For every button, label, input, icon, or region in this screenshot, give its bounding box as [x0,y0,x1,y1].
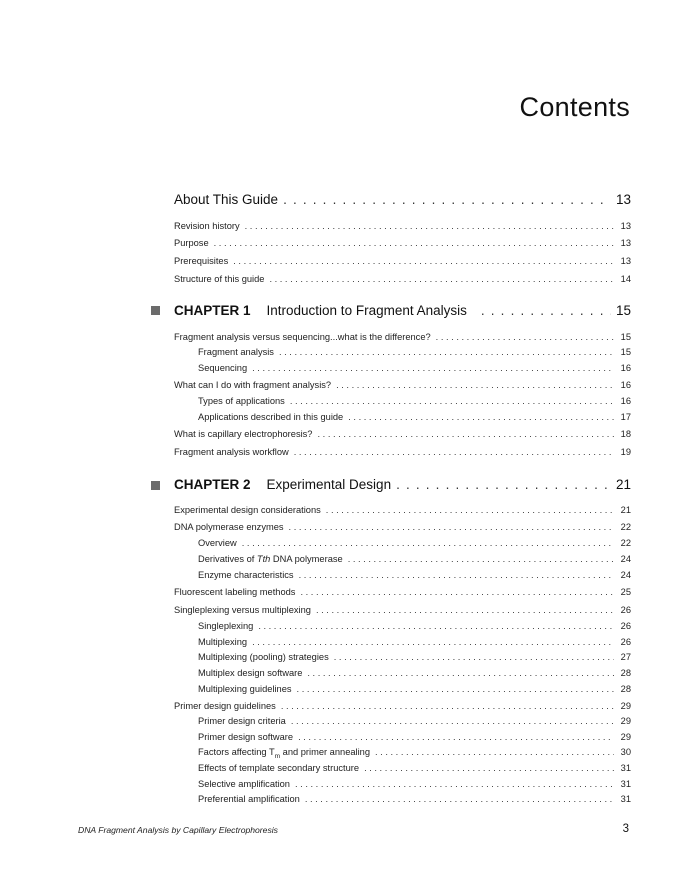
toc-page: 29 [620,701,631,711]
toc-label: Singleplexing versus multiplexing [174,605,311,615]
toc-label [198,554,343,564]
dot-leader [299,570,614,580]
toc-label: Primer design guidelines [174,701,276,711]
dot-leader [481,303,611,318]
label-subscript: m [274,753,281,760]
dot-leader [252,637,614,647]
toc-label: Applications described in this guide [198,412,344,422]
chapter-number: CHAPTER 2 [174,477,251,492]
dot-leader [269,274,614,284]
toc-page: 26 [620,621,631,631]
toc-page: 29 [620,732,631,742]
toc-subentry[interactable] [198,794,631,804]
toc-label: Enzyme characteristics [198,570,294,580]
chapter-bullet-icon [151,306,160,315]
toc-page: 16 [620,363,631,373]
chapter-title: Introduction to Fragment Analysis [266,303,467,318]
toc-page: 21 [615,477,631,492]
toc-subentry[interactable] [198,554,631,564]
toc-page: 15 [620,332,631,342]
toc-label: What is capillary electrophoresis? [174,429,313,439]
dot-leader [233,256,614,266]
dot-leader [364,763,614,773]
toc-page: 26 [620,637,631,647]
toc-entry[interactable] [174,274,631,284]
chapter-title: Experimental Design [266,477,392,492]
toc-page: 13 [620,238,631,248]
toc-subentry[interactable] [198,363,631,373]
toc-page: 28 [620,668,631,678]
toc-label: DNA polymerase enzymes [174,522,284,532]
toc-label [198,747,371,760]
chapter-number: CHAPTER 1 [174,303,251,318]
toc-page: 28 [620,684,631,694]
toc-subentry[interactable] [198,538,631,548]
toc-label: Structure of this guide [174,274,265,284]
dot-leader [348,554,614,564]
dot-leader [436,332,614,342]
toc-label: Multiplexing guidelines [198,684,292,694]
dot-leader [396,477,611,492]
toc-subentry[interactable] [198,716,631,726]
toc-page: 30 [620,747,631,757]
toc-label: What can I do with fragment analysis? [174,380,332,390]
toc-entry[interactable] [174,447,631,457]
toc-section-about[interactable] [174,192,631,207]
dot-leader [281,701,614,711]
label-part: and primer annealing [280,747,371,757]
toc-page: 25 [620,587,631,597]
dot-leader [305,794,614,804]
label-part: Derivatives of [198,554,257,564]
toc-label: Overview [198,538,237,548]
toc-label: Experimental design considerations [174,505,321,515]
footer-book-title: DNA Fragment Analysis by Capillary Electrophoresis [78,825,278,835]
toc-page: 27 [620,652,631,662]
toc-page: 13 [615,192,631,207]
toc-chapter-heading [174,303,467,318]
toc-page: 29 [620,716,631,726]
toc-entry[interactable] [174,221,631,231]
dot-leader [375,747,614,757]
dot-leader [297,684,614,694]
dot-leader [336,380,614,390]
toc-subentry[interactable] [198,396,631,406]
toc-subentry[interactable] [198,763,631,773]
label-part: DNA polymerase [270,554,343,564]
toc-page: 18 [620,429,631,439]
toc-label: Multiplexing (pooling) strategies [198,652,329,662]
toc-subentry[interactable] [198,570,631,580]
toc-entry[interactable] [174,605,631,615]
dot-leader [283,192,611,207]
toc-subentry[interactable] [198,747,631,760]
toc-entry[interactable] [174,505,631,515]
toc-page: 31 [620,779,631,789]
toc-page: 14 [620,274,631,284]
dot-leader [316,605,614,615]
toc-label: Multiplexing [198,637,248,647]
dot-leader [298,732,614,742]
dot-leader [258,621,614,631]
dot-leader [279,347,614,357]
toc-label: About This Guide [174,192,279,207]
toc-entry[interactable] [174,587,631,597]
toc-entry[interactable] [174,522,631,532]
toc-page: 19 [620,447,631,457]
toc-page: 15 [615,303,631,318]
toc-page: 26 [620,605,631,615]
dot-leader [252,363,614,373]
toc-subentry[interactable] [198,652,631,662]
toc-page: 31 [620,794,631,804]
dot-leader [290,396,614,406]
page-title: Contents [519,92,630,123]
toc-label: Sequencing [198,363,248,373]
toc-page: 17 [620,412,631,422]
dot-leader [326,505,614,515]
toc-page: 16 [620,380,631,390]
dot-leader [300,587,614,597]
toc-label: Purpose [174,238,209,248]
toc-label: Primer design criteria [198,716,286,726]
toc-subentry[interactable] [198,684,631,694]
toc-page: 15 [620,347,631,357]
toc-label: Primer design software [198,732,294,742]
toc-chapter-heading [174,477,391,492]
dot-leader [245,221,614,231]
toc-page: 22 [620,522,631,532]
toc-entry[interactable] [174,256,631,266]
dot-leader [317,429,614,439]
toc-subentry[interactable] [198,637,631,647]
chapter-bullet-icon [151,481,160,490]
dot-leader [291,716,614,726]
toc-subentry[interactable] [198,412,631,422]
toc-entry[interactable] [174,380,631,390]
toc-page: 24 [620,554,631,564]
toc-label: Fragment analysis [198,347,274,357]
label-part: Factors affecting T [198,747,275,757]
toc-page: 16 [620,396,631,406]
toc-subentry[interactable] [198,732,631,742]
dot-leader [214,238,614,248]
toc-subentry[interactable] [198,621,631,631]
toc-label: Preferential amplification [198,794,300,804]
toc-chapter-2[interactable] [174,477,631,492]
dot-leader [307,668,614,678]
toc-label: Fragment analysis versus sequencing...what is the difference? [174,332,431,342]
toc-label: Fluorescent labeling methods [174,587,296,597]
toc-label: Types of applications [198,396,285,406]
toc-chapter-1[interactable] [174,303,631,318]
toc-subentry[interactable] [198,347,631,357]
toc-page: 24 [620,570,631,580]
toc-label: Fragment analysis workflow [174,447,289,457]
dot-leader [242,538,614,548]
toc-entry[interactable] [174,332,631,342]
toc-page: 21 [620,505,631,515]
toc-entry[interactable] [174,238,631,248]
toc-label: Multiplex design software [198,668,303,678]
label-italic: Tth [256,554,271,564]
dot-leader [334,652,614,662]
toc-label: Singleplexing [198,621,254,631]
toc-page: 31 [620,763,631,773]
toc-label: Effects of template secondary structure [198,763,360,773]
dot-leader [294,447,614,457]
toc-label: Prerequisites [174,256,229,266]
dot-leader [289,522,614,532]
toc-entry[interactable] [174,701,631,711]
toc-entry[interactable] [174,429,631,439]
toc-page: 13 [620,256,631,266]
toc-page: 22 [620,538,631,548]
toc-page: 13 [620,221,631,231]
toc-label: Selective amplification [198,779,290,789]
dot-leader [348,412,614,422]
toc-subentry[interactable] [198,779,631,789]
toc-subentry[interactable] [198,668,631,678]
toc-label: Revision history [174,221,240,231]
footer-page-number: 3 [622,823,629,835]
dot-leader [295,779,614,789]
